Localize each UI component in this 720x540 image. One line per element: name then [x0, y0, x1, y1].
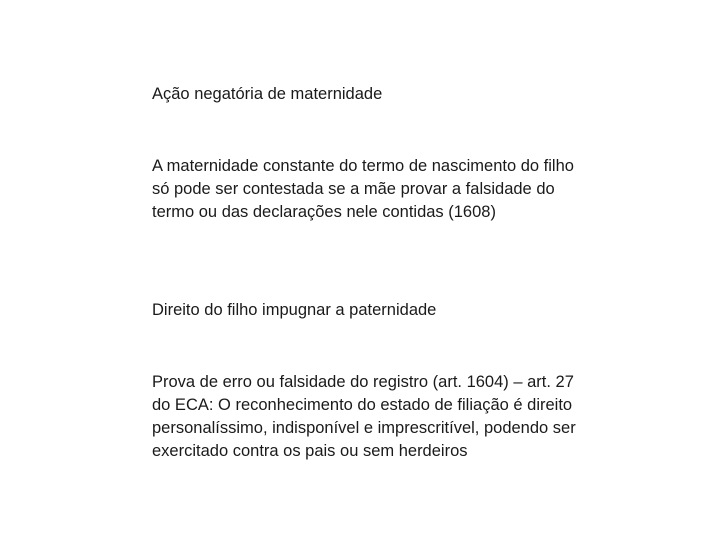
heading-acao-negatoria: Ação negatória de maternidade — [152, 85, 383, 103]
paragraph-maternidade-contestacao: A maternidade constante do termo de nascimento do filho só pode ser contestada se a mãe provar a falsidade do termo ou das declarações nele contidas (1608) — [152, 157, 574, 221]
heading-direito-filho: Direito do filho impugnar a paternidade — [152, 301, 437, 319]
paragraph-prova-erro: Prova de erro ou falsidade do registro (art. 1604) – art. 27 do ECA: O reconhecimento do estado de filiação é direito personalíssimo, indisponível e imprescritível, podendo ser exercitado contra os pais ou sem herdeiros — [152, 373, 576, 460]
